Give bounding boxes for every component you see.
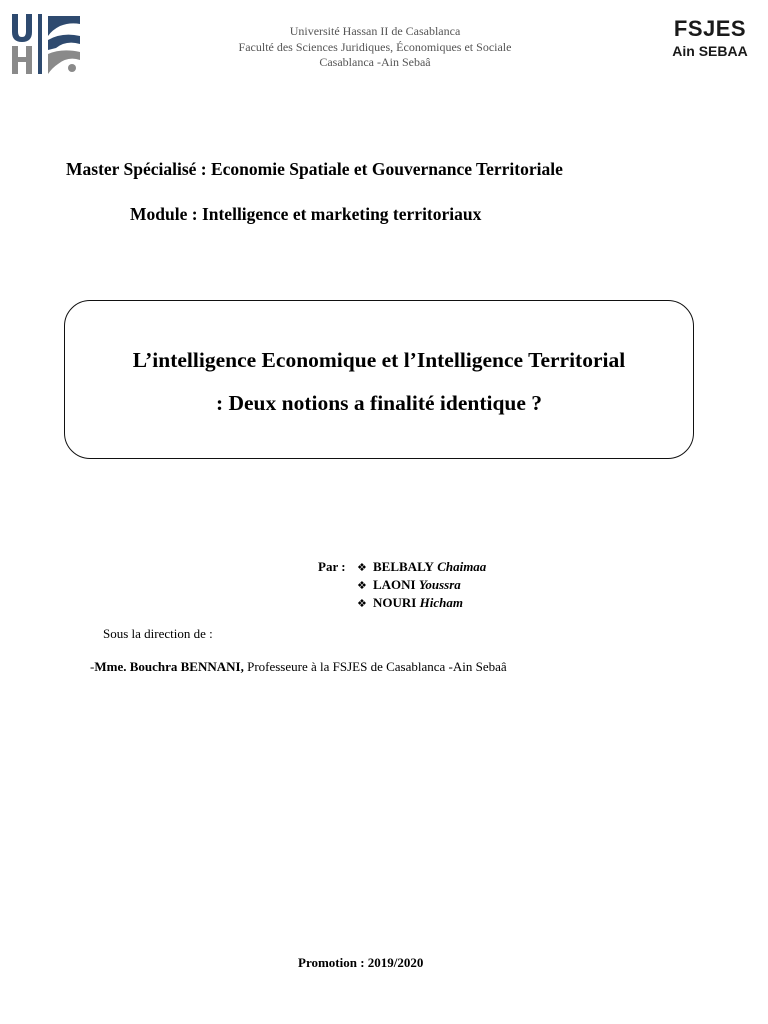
header-faculty: Faculté des Sciences Juridiques, Économiques et Sociale [238,39,512,54]
supervisor-prefix: - [90,659,95,674]
authors-list [357,558,486,612]
author-item [357,558,486,576]
supervisor-role: Professeure à la FSJES de Casablanca -Ain Sebaâ [243,659,507,674]
supervisor-name: Mme. Bouchra BENNANI, [94,659,244,674]
thesis-title-line2: : Deux notions a finalité identique ? [215,391,543,415]
thesis-title-line1: L’intelligence Economique et l’Intelligence Territorial [132,348,626,372]
fsjes-logo-subtext: Ain SEBAA [672,43,748,59]
supervision-label: Sous la direction de : [103,626,213,641]
diamond-bullet-icon: ❖ [357,561,367,574]
header-city: Casablanca -Ain Sebaâ [319,55,431,69]
author-surname: NOURI [373,595,417,610]
author-given-name: Chaimaa [437,559,487,574]
author-surname: BELBALY [373,559,434,574]
author-item [357,594,486,612]
thesis-title-box [64,300,694,459]
diamond-bullet-icon: ❖ [357,597,367,610]
module-title: Module : Intelligence et marketing territoriaux [130,204,482,224]
author-surname: LAONI [373,577,416,592]
author-given-name: Youssra [418,577,461,592]
master-title: Master Spécialisé : Economie Spatiale et Gouvernance Territoriale [66,159,563,179]
authors-label: Par : [318,559,346,574]
author-given-name: Hicham [419,595,463,610]
supervisor-line [90,659,507,675]
diamond-bullet-icon: ❖ [357,579,367,592]
fsjes-logo [660,16,760,60]
promotion-year: Promotion : 2019/2020 [298,955,424,970]
university-logo [8,10,84,76]
header-university: Université Hassan II de Casablanca [289,24,461,38]
institution-header [170,24,580,71]
author-item [357,576,486,594]
fsjes-logo-text: FSJES [673,16,747,41]
